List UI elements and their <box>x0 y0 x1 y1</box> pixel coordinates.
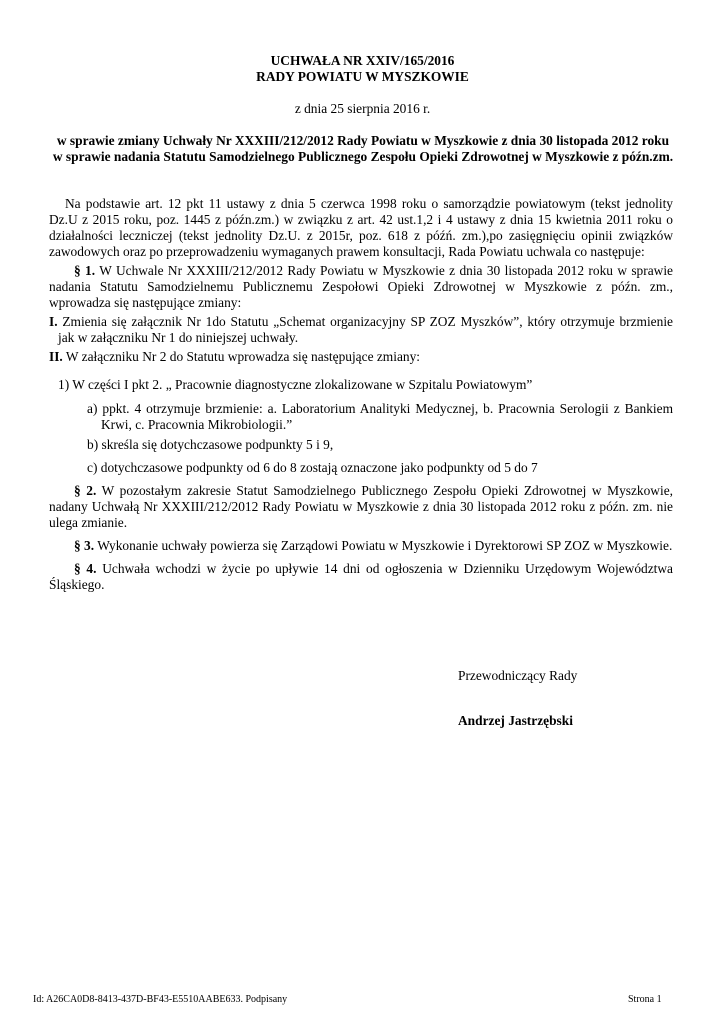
preamble-line-4: zawodowych oraz po przeprowadzeniu wymaganych prawem konsultacji, Rada Powiatu uchwala co następuje: <box>49 244 645 259</box>
paragraph-1-mark: § 1. <box>74 263 96 278</box>
paragraph-2-line-3: ulega zmianie. <box>49 515 128 530</box>
preamble-line-2: Dz.U z 2015 roku, poz. 1445 z późn.zm.) w związku z art. 42 ust.1,2 i 4 ustawy z dnia 15 kwietnia 2011 roku o <box>49 212 673 227</box>
paragraph-1-line-1: § 1. W Uchwale Nr XXXIII/212/2012 Rady Powiatu w Myszkowie z dnia 30 listopada 2012 roku w sprawie <box>74 263 673 278</box>
paragraph-3: § 3. Wykonanie uchwały powierza się Zarządowi Powiatu w Myszkowie i Dyrektorowi SP ZOZ w Myszkowie. <box>74 538 673 553</box>
subitem-1: 1) W części I pkt 2. „ Pracownie diagnostyczne zlokalizowane w Szpitalu Powiatowym” <box>58 377 533 392</box>
footer-page-number: Strona 1 <box>628 994 662 1005</box>
item-1-line-2: jak w załączniku Nr 1 do niniejszej uchwały. <box>58 330 299 345</box>
signature-name: Andrzej Jastrzębski <box>458 713 573 728</box>
paragraph-2-line-1: § 2. W pozostałym zakresie Statut Samodzielnego Publicznego Zespołu Opieki Zdrowotnej w Myszkowie, <box>74 483 673 498</box>
subject-line-2: w sprawie nadania Statutu Samodzielnego Publicznego Zespołu Opieki Zdrowotnej w Myszkowie z późn.zm. <box>52 149 674 164</box>
paragraph-3-mark: § 3. <box>74 538 95 553</box>
item-1-line-1: I. Zmienia się załącznik Nr 1do Statutu „Schemat organizacyjny SP ZOZ Myszków”, który otrzymuje brzmienie <box>49 314 673 329</box>
footer-document-id: Id: A26CA0D8-8413-437D-BF43-E5510AABE633. Podpisany <box>33 994 288 1005</box>
paragraph-4-line-1: § 4. Uchwała wchodzi w życie po upływie 14 dni od ogłoszenia w Dzienniku Urzędowym Województwa <box>74 561 673 576</box>
subitem-c: c) dotychczasowe podpunkty od 6 do 8 zostają oznaczone jako podpunkty od 5 do 7 <box>87 460 538 475</box>
paragraph-1-line-3: wprowadza się następujące zmiany: <box>49 295 242 310</box>
resolution-date: z dnia 25 sierpnia 2016 r. <box>294 101 431 116</box>
preamble-line-1: Na podstawie art. 12 pkt 11 ustawy z dnia 5 czerwca 1998 roku o samorządzie powiatowym (tekst jednolity <box>65 196 673 211</box>
signature-role: Przewodniczący Rady <box>458 668 578 683</box>
paragraph-1-line-2: nadania Statutu Samodzielnemu Publicznemu Zespołowi Opieki Zdrowotnej w Myszkowie z późn. zm., <box>49 279 673 294</box>
subitem-b: b) skreśla się dotychczasowe podpunkty 5 i 9, <box>87 437 334 452</box>
paragraph-2-mark: § 2. <box>74 483 97 498</box>
preamble-line-3: działalności leczniczej (tekst jednolity Dz.U. z 2015r, poz. 618 z późń. zm.),po zasięgnięciu opinii związków <box>49 228 673 243</box>
paragraph-2-line-2: nadany Uchwałą Nr XXXIII/212/2012 Rady Powiatu w Myszkowie z dnia 30 listopada 2012 roku z późn. zm. nie <box>49 499 673 514</box>
resolution-number: UCHWAŁA NR XXIV/165/2016 <box>270 53 455 68</box>
issuing-body: RADY POWIATU W MYSZKOWIE <box>256 69 469 84</box>
item-2-mark: II. <box>49 349 63 364</box>
subject-line-1: w sprawie zmiany Uchwały Nr XXXIII/212/2012 Rady Powiatu w Myszkowie z dnia 30 listopada 2012 roku <box>56 133 670 148</box>
item-2: II. W załączniku Nr 2 do Statutu wprowadza się następujące zmiany: <box>49 349 420 364</box>
item-1-mark: I. <box>49 314 58 329</box>
paragraph-4-mark: § 4. <box>74 561 97 576</box>
subitem-a-line-2: Krwi, c. Pracownia Mikrobiologii.” <box>101 417 293 432</box>
paragraph-4-line-2: Śląskiego. <box>49 577 105 592</box>
subitem-a-line-1: a) ppkt. 4 otrzymuje brzmienie: a. Laboratorium Analityki Medycznej, b. Pracownia Serologii z Bankiem <box>87 401 673 416</box>
